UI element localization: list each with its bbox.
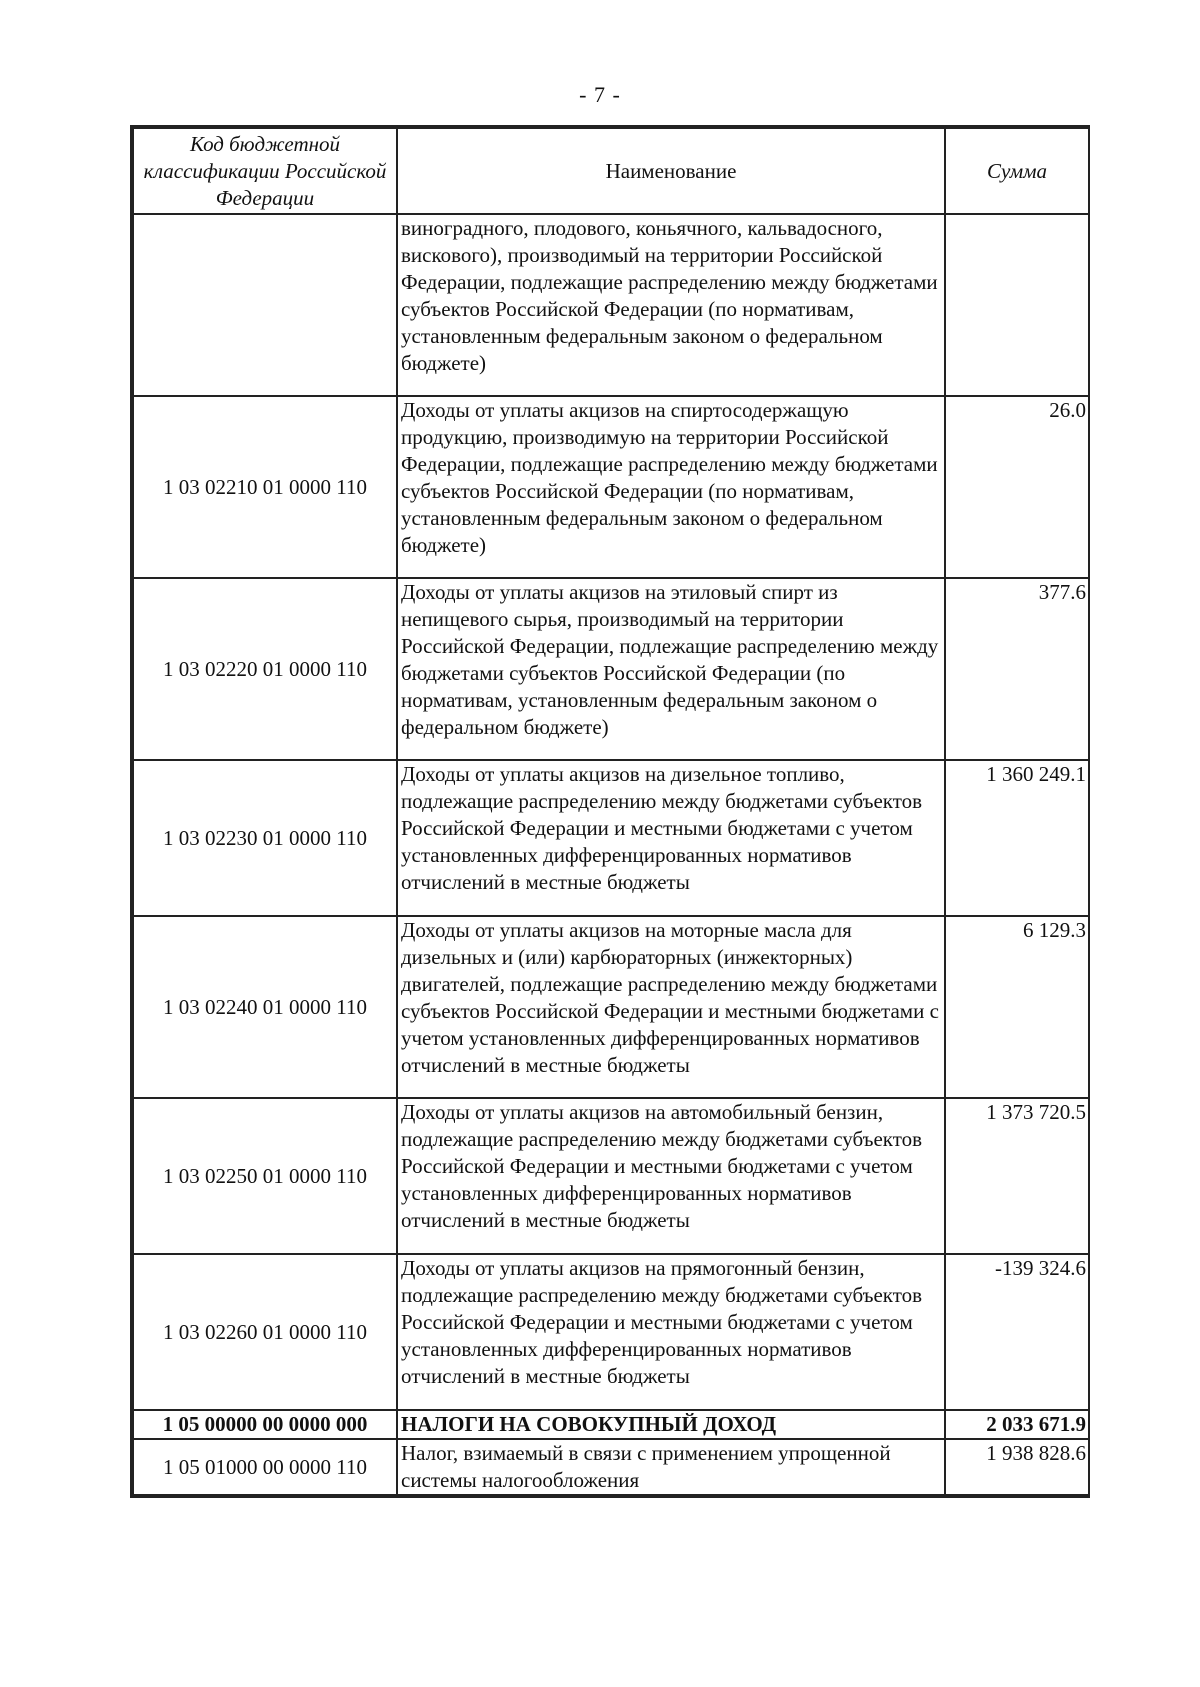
row-name: Доходы от уплаты акцизов на прямогонный бензин, подлежащие распределению между бюджетами субъектов Российской Федерации и местными бюджетами с учетом установленных дифференцированных нормативов отчислений в местные бюджеты	[397, 1254, 945, 1410]
row-sum: 26.0	[945, 396, 1089, 578]
row-code: 1 03 02240 01 0000 110	[133, 916, 397, 1098]
row-name: Доходы от уплаты акцизов на спиртосодержащую продукцию, производимую на территории Российской Федерации, подлежащие распределению между бюджетами субъектов Российской Федерации (по нормативам, установленным федеральным законом о федеральном бюджете)	[397, 396, 945, 578]
header-name: Наименование	[397, 128, 945, 214]
row-sum: 377.6	[945, 578, 1089, 760]
row-sum: 1 373 720.5	[945, 1098, 1089, 1254]
row-code: 1 05 00000 00 0000 000	[133, 1410, 397, 1439]
table-header-row	[133, 128, 1089, 214]
row-name: виноградного, плодового, коньячного, кальвадосного, вискового), производимый на территории Российской Федерации, подлежащие распределению между бюджетами субъектов Российской Федерации (по нормативам, установленным федеральным законом о федеральном бюджете)	[397, 214, 945, 396]
table-row	[133, 214, 1089, 396]
row-name: Доходы от уплаты акцизов на автомобильный бензин, подлежащие распределению между бюджетами субъектов Российской Федерации и местными бюджетами с учетом установленных дифференцированных нормативов отчислений в местные бюджеты	[397, 1098, 945, 1254]
row-code: 1 03 02250 01 0000 110	[133, 1098, 397, 1254]
row-name: Доходы от уплаты акцизов на моторные масла для дизельных и (или) карбюраторных (инжекторных) двигателей, подлежащие распределению между бюджетами субъектов Российской Федерации и местными бюджетами с учетом установленных дифференцированных нормативов отчислений в местные бюджеты	[397, 916, 945, 1098]
row-sum: 6 129.3	[945, 916, 1089, 1098]
row-name: Доходы от уплаты акцизов на этиловый спирт из непищевого сырья, производимый на территории Российской Федерации, подлежащие распределению между бюджетами субъектов Российской Федерации (по нормативам, установленным федеральным законом о федеральном бюджете)	[397, 578, 945, 760]
table-row	[133, 1254, 1089, 1410]
row-sum: -139 324.6	[945, 1254, 1089, 1410]
table-row	[133, 760, 1089, 916]
page-number: - 7 -	[579, 82, 621, 107]
budget-table	[130, 125, 1090, 1498]
budget-table-grid	[132, 127, 1090, 1496]
table-row	[133, 1439, 1089, 1495]
row-code: 1 03 02260 01 0000 110	[133, 1254, 397, 1410]
row-sum: 1 938 828.6	[945, 1439, 1089, 1495]
row-code	[133, 214, 397, 396]
row-code: 1 05 01000 00 0000 110	[133, 1439, 397, 1495]
row-sum: 1 360 249.1	[945, 760, 1089, 916]
row-name: Налог, взимаемый в связи с применением упрощенной системы налогообложения	[397, 1439, 945, 1495]
table-row	[133, 1098, 1089, 1254]
header-code: Код бюджетной классификации Российской Федерации	[133, 128, 397, 214]
row-code: 1 03 02230 01 0000 110	[133, 760, 397, 916]
row-name: НАЛОГИ НА СОВОКУПНЫЙ ДОХОД	[397, 1410, 945, 1439]
row-code: 1 03 02210 01 0000 110	[133, 396, 397, 578]
table-row	[133, 578, 1089, 760]
header-sum: Сумма	[945, 128, 1089, 214]
row-sum: 2 033 671.9	[945, 1410, 1089, 1439]
table-row	[133, 396, 1089, 578]
row-sum	[945, 214, 1089, 396]
table-row	[133, 916, 1089, 1098]
row-name: Доходы от уплаты акцизов на дизельное топливо, подлежащие распределению между бюджетами субъектов Российской Федерации и местными бюджетами с учетом установленных дифференцированных нормативов отчислений в местные бюджеты	[397, 760, 945, 916]
row-code: 1 03 02220 01 0000 110	[133, 578, 397, 760]
table-row-section	[133, 1410, 1089, 1439]
